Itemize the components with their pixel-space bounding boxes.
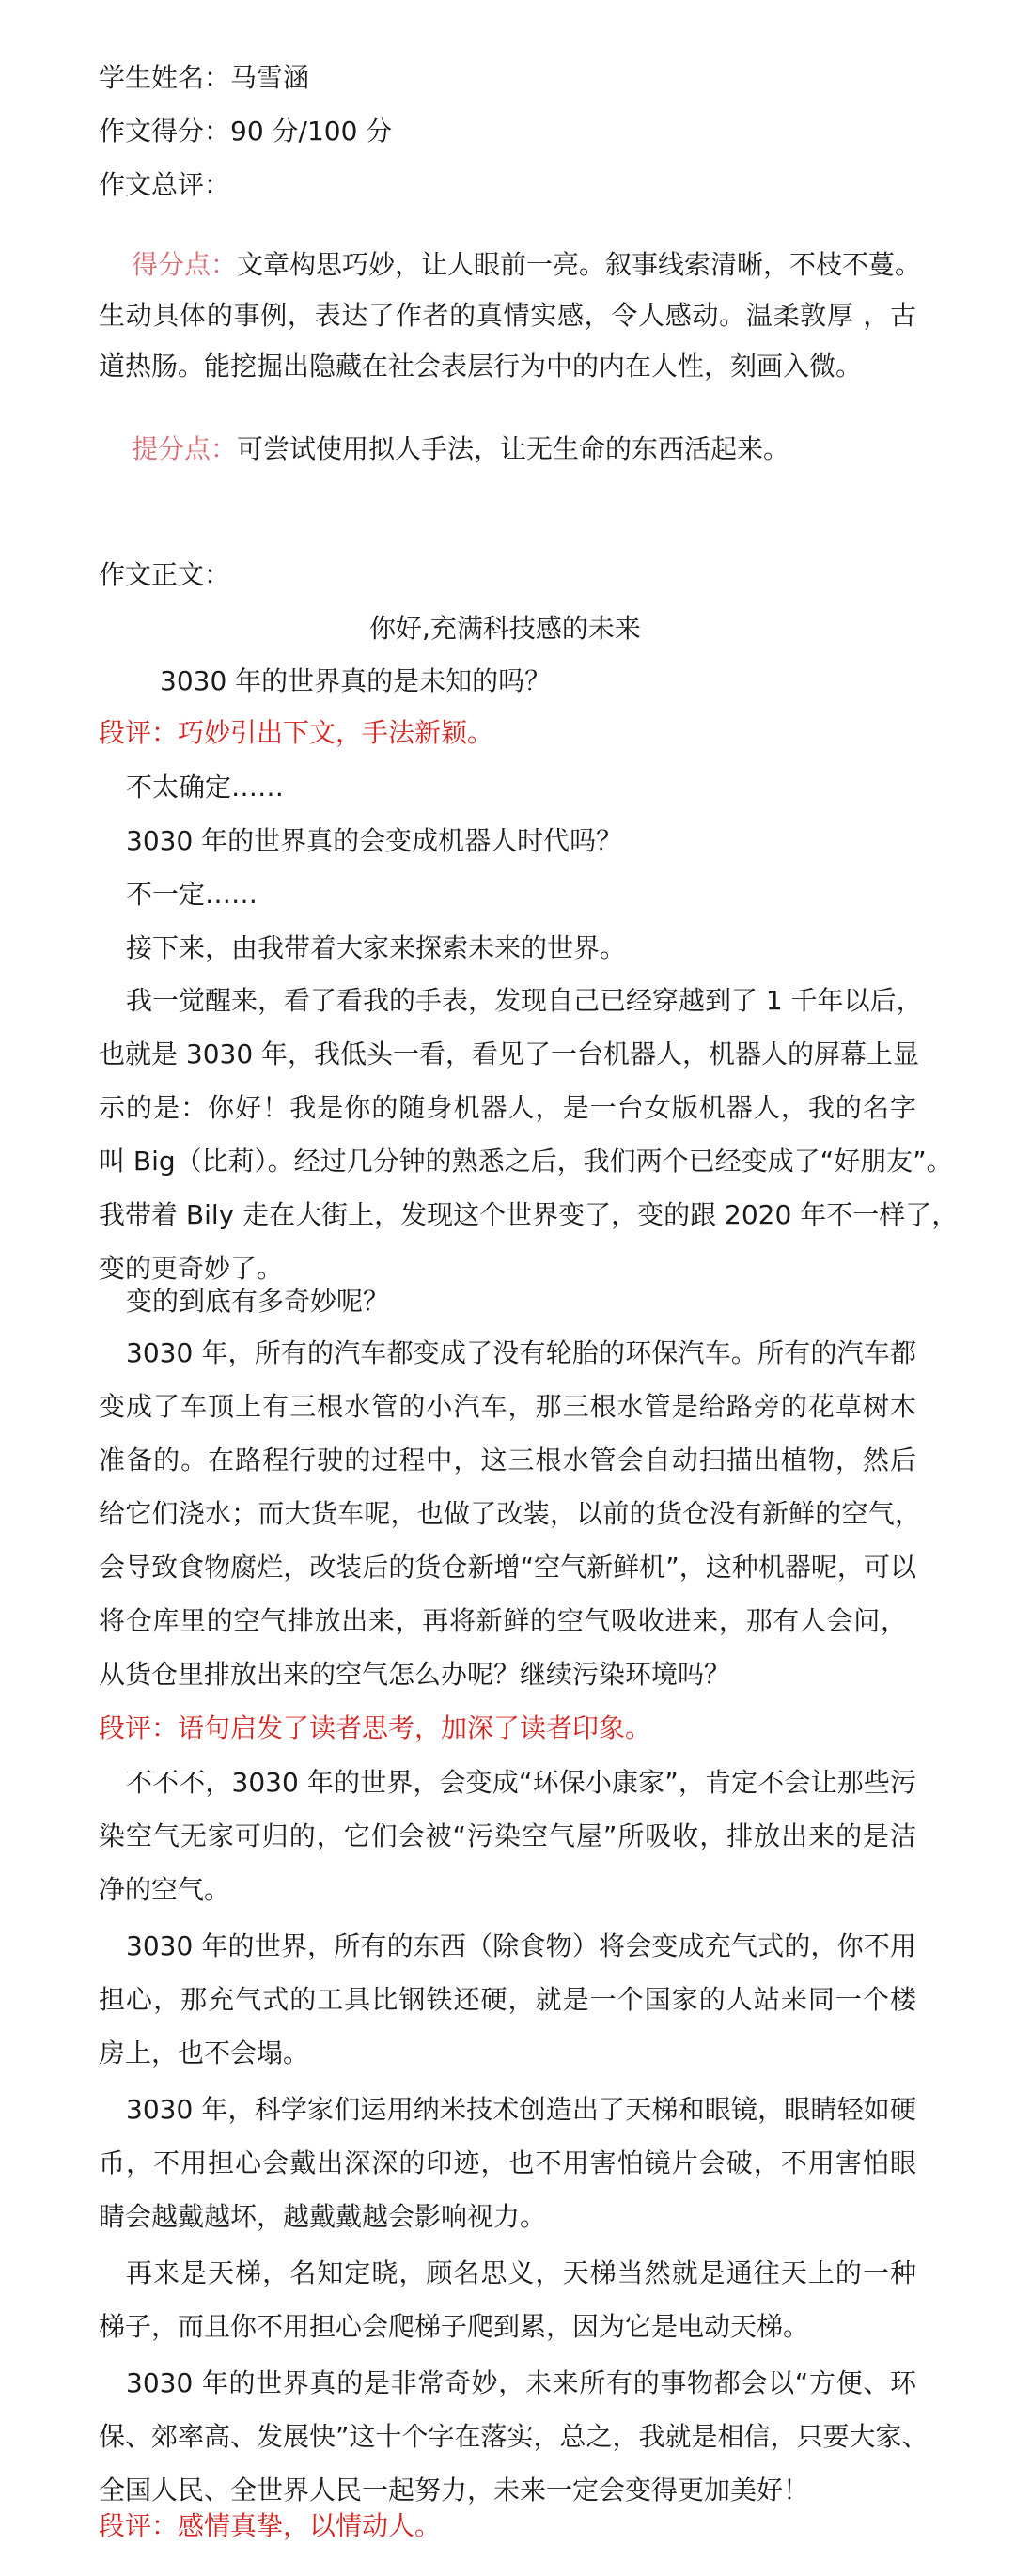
paragraph-comment-1: 段评：巧妙引出下文，手法新颖。 (99, 717, 494, 748)
para2-line-6: 将仓库里的空气排放出来，再将新鲜的空气吸收进来，那有人会问， (99, 1605, 907, 1636)
strengths-line-2: 生动具体的事例，表达了作者的真情实感，令人感动。温柔敦厚 ，古 (99, 300, 916, 331)
para2-line-7: 从货仓里排放出来的空气怎么办呢？继续污染环境吗？ (99, 1659, 731, 1690)
improve-text: 可尝试使用拟人手法，让无生命的东西活起来。 (237, 433, 790, 464)
para5-line-3: 睛会越戴越坏，越戴戴越会影响视力。 (99, 2201, 547, 2232)
essay-title: 你好,充满科技感的未来 (369, 613, 641, 644)
paragraph-comment-3: 段评：感情真挚，以情动人。 (99, 2510, 442, 2541)
para2-line-3: 准备的。在路程行驶的过程中，这三根水管会自动扫描出植物，然后 (99, 1444, 916, 1475)
overall-review-label: 作文总评： (99, 169, 231, 200)
strengths-label: 得分点： (132, 249, 238, 280)
para4-line-1: 3030 年的世界，所有的东西（除食物）将会变成充气式的，你不用 (126, 1930, 916, 1961)
strengths-line-1 (132, 246, 921, 284)
para2-line-1: 3030 年，所有的汽车都变成了没有轮胎的环保汽车。所有的汽车都 (126, 1337, 916, 1368)
essay-line-robot-era: 3030 年的世界真的会变成机器人时代吗？ (126, 825, 623, 856)
strengths-line-3: 道热肠。能挖掘出隐藏在社会表层行为中的内在人性，刻画入微。 (99, 351, 863, 382)
strengths-text-1: 文章构思巧妙，让人眼前一亮。叙事线索清晰，不枝不蔓。 (237, 249, 922, 280)
para1-line-2: 也就是 3030 年，我低头一看，看见了一台机器人，机器人的屏幕上显 (99, 1038, 920, 1069)
para1-line-6: 变的更奇妙了。 (99, 1253, 284, 1284)
para5-line-1: 3030 年，科学家们运用纳米技术创造出了天梯和眼镜，眼睛轻如硬 (126, 2094, 916, 2125)
para5-line-2: 币，不用担心会戴出深深的印迹，也不用害怕镜片会破，不用害怕眼 (99, 2147, 916, 2178)
improve-line (132, 430, 789, 468)
student-name: 学生姓名：马雪涵 (99, 62, 310, 93)
essay-body-label: 作文正文： (99, 559, 231, 590)
para6-line-1: 再来是天梯，名知定晓，顾名思义，天梯当然就是通往天上的一种 (126, 2257, 916, 2288)
para1-line-3: 示的是：你好！我是你的随身机器人，是一台女版机器人，我的名字 (99, 1092, 916, 1123)
para4-line-3: 房上，也不会塌。 (99, 2037, 310, 2069)
para3-line-1: 不不不，3030 年的世界，会变成“环保小康家”，肯定不会让那些污 (126, 1767, 916, 1798)
para2-line-2: 变成了车顶上有三根水管的小汽车，那三根水管是给路旁的花草树木 (99, 1391, 916, 1422)
essay-opening: 3030 年的世界真的是未知的吗？ (160, 665, 552, 696)
para2-line-4: 给它们浇水；而大货车呢，也做了改装，以前的货仓没有新鲜的空气， (99, 1498, 921, 1529)
essay-question: 变的到底有多奇妙呢？ (126, 1286, 390, 1317)
para1-line-1: 我一觉醒来，看了看我的手表，发现自己已经穿越到了 1 千年以后， (126, 985, 923, 1016)
para2-line-5: 会导致食物腐烂，改装后的货仓新增“空气新鲜机”，这种机器呢，可以 (99, 1552, 916, 1583)
essay-line-unsure: 不太确定…… (126, 772, 285, 803)
para4-line-2: 担心，那充气式的工具比钢铁还硬，就是一个国家的人站来同一个楼 (99, 1984, 916, 2015)
paragraph-comment-2: 段评：语句启发了读者思考，加深了读者印象。 (99, 1712, 652, 1743)
para7-line-2: 保、郊率高、发展快”这十个字在落实，总之，我就是相信，只要大家、 (99, 2421, 929, 2452)
para6-line-2: 梯子，而且你不用担心会爬梯子爬到累，因为它是电动天梯。 (99, 2311, 810, 2342)
improve-label: 提分点： (132, 433, 238, 464)
para1-line-5: 我带着 Bily 走在大街上，发现这个世界变了，变的跟 2020 年不一样了， (99, 1199, 959, 1230)
essay-line-maybe-not: 不一定…… (126, 879, 258, 910)
essay-line-next: 接下来，由我带着大家来探索未来的世界。 (126, 932, 627, 963)
para3-line-2: 染空气无家可归的，它们会被“污染空气屋”所吸收，排放出来的是洁 (99, 1820, 916, 1851)
para7-line-1: 3030 年的世界真的是非常奇妙，未来所有的事物都会以“方便、环 (126, 2367, 916, 2398)
para7-line-3: 全国人民、全世界人民一起努力，未来一定会变得更加美好！ (99, 2475, 810, 2506)
essay-score: 作文得分：90 分/100 分 (99, 116, 393, 147)
para3-line-3: 净的空气。 (99, 1874, 231, 1905)
para1-line-4: 叫 Big（比莉）。经过几分钟的熟悉之后，我们两个已经变成了“好朋友”。 (99, 1146, 953, 1177)
